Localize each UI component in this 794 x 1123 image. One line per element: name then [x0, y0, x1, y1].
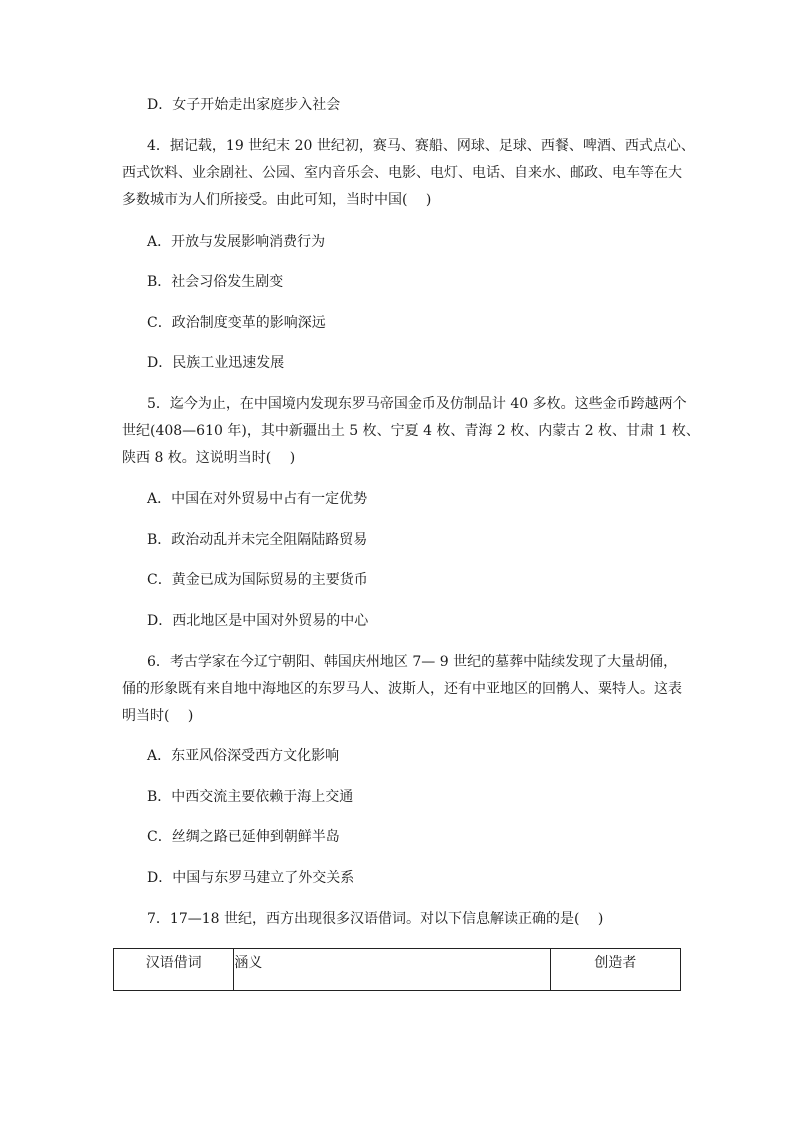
q4-option-a: A．开放与发展影响消费行为	[147, 234, 326, 250]
q6-option-a: A．东亚风俗深受西方文化影响	[147, 748, 340, 764]
q4-stem-line-1: 4．据记载，19 世纪末 20 世纪初，赛马、赛船、网球、足球、西餐、啤酒、西式点心、	[147, 138, 695, 154]
q5-stem-line-1: 5．迄今为止，在中国境内发现东罗马帝国金币及仿制品计 40 多枚。这些金币跨越两个	[147, 396, 687, 412]
q4-stem-line-3: 多数城市为人们所接受。由此可知，当时中国( )	[122, 192, 432, 208]
q5-stem-line-2: 世纪(408—610 年)，其中新疆出土 5 枚、宁夏 4 枚、青海 2 枚、内蒙古 2 枚、甘肃 1 枚、	[122, 423, 700, 439]
table-header-loanword: 汉语借词	[114, 949, 234, 991]
q6-stem-line-1: 6．考古学家在今辽宁朝阳、韩国庆州地区 7— 9 世纪的墓葬中陆续发现了大量胡俑，	[147, 654, 678, 670]
q4-option-c: C．政治制度变革的影响深远	[147, 315, 326, 331]
q6-option-c: C．丝绸之路已延伸到朝鲜半岛	[147, 829, 340, 845]
q6-option-b: B．中西交流主要依赖于海上交通	[147, 789, 354, 805]
table-header-meaning: 涵义	[234, 949, 550, 991]
q7-stem-line-1: 7．17—18 世纪，西方出现很多汉语借词。对以下信息解读正确的是( )	[147, 911, 604, 927]
q5-option-b: B．政治动乱并未完全阻隔陆路贸易	[147, 532, 368, 548]
q3-option-d: D．女子开始走出家庭步入社会	[147, 97, 341, 113]
q6-stem-line-2: 俑的形象既有来自地中海地区的东罗马人、波斯人，还有中亚地区的回鹘人、粟特人。这表	[122, 681, 682, 697]
q6-stem-line-3: 明当时( )	[122, 708, 194, 724]
loanword-table	[113, 948, 681, 991]
q6-option-d: D．中国与东罗马建立了外交关系	[147, 870, 355, 886]
q4-stem-line-2: 西式饮料、业余剧社、公园、室内音乐会、电影、电灯、电话、自来水、邮政、电车等在大	[122, 165, 682, 181]
q4-option-d: D．民族工业迅速发展	[147, 355, 285, 371]
table-header-row	[114, 949, 681, 991]
q5-option-c: C．黄金已成为国际贸易的主要货币	[147, 572, 368, 588]
q5-stem-line-3: 陕西 8 枚。这说明当时( )	[122, 450, 296, 466]
table-header-creator: 创造者	[550, 949, 680, 991]
q5-option-a: A．中国在对外贸易中占有一定优势	[147, 491, 368, 507]
q4-option-b: B．社会习俗发生剧变	[147, 274, 284, 290]
q5-option-d: D．西北地区是中国对外贸易的中心	[147, 613, 369, 629]
